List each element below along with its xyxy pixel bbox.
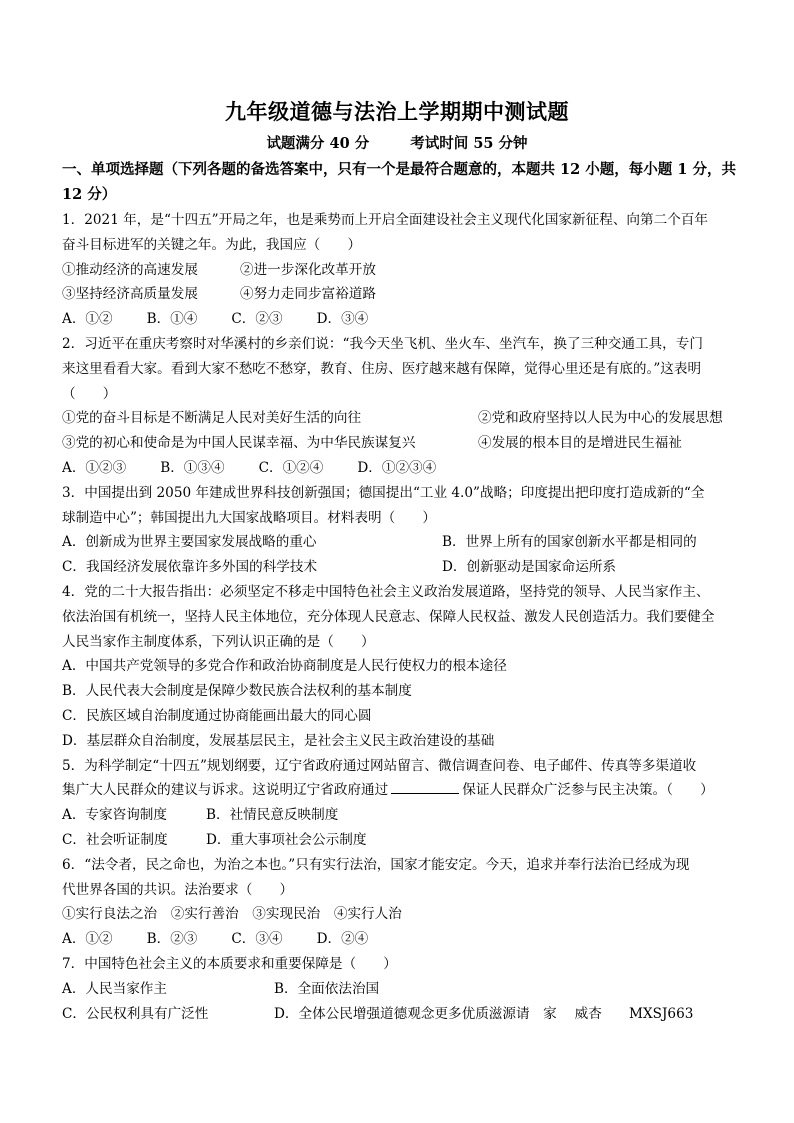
q2-stem-line3: （ ） [62,385,117,402]
q4-choice-c: C．民族区域自治制度通过协商能画出最大的同心圆 [62,707,372,724]
q1-choices [62,307,738,332]
q2-statements-row2 [62,431,738,456]
q7-choice-c: C．公民权利具有广泛性 [62,1005,209,1022]
q1-statements-row2 [62,282,738,307]
q1-statement-2: ②进一步深化改革开放 [240,261,376,278]
q4-stem-line3: 人民当家作主制度体系，下列认识正确的是（ ） [62,633,375,650]
q5-choices-row1 [62,803,738,828]
time-info: 考试时间 55 分钟 [410,135,528,152]
q1-choice-c: C．②③ [231,311,283,328]
q6-choice-c: C．③④ [231,931,283,948]
q3-stem-line2: 球制造中心”；韩国提出九大国家战略项目。材料表明（ ） [62,509,436,526]
q4-choice-d: D．基层群众自治制度，发展基层民主，是社会主义民主政治建设的基础 [62,732,495,749]
q6-stem-line1: 6．“法令者，民之命也，为治之本也。”只有实行法治，国家才能安定。今天，追求并奉行法治已经成为现 [62,856,690,873]
q3-stem-line1: 3．中国提出到 2050 年建成世界科技创新强国；德国提出“工业 4.0”战略；印度提出把印度打造成新的“全 [62,484,705,501]
q5-choice-a: A．专家咨询制度 [62,807,167,824]
exam-subtitle [0,132,794,153]
q6-choices [62,927,738,952]
q1-choice-d: D．③④ [316,311,369,328]
questions [62,208,738,1026]
q3-choice-a: A．创新成为世界主要国家发展战略的重心 [62,534,317,551]
q2-choices [62,456,738,481]
q6-choice-b: B．②③ [146,931,198,948]
q4-stem-line2: 依法治国有机统一，坚持人民主体地位，充分体现人民意志、保障人民权益、激发人民创造活力。我们要健全 [62,608,715,625]
q2-choice-c: C．①②④ [258,459,324,476]
q3-choice-b: B．世界上所有的国家创新水平都是相同的 [442,534,697,551]
q7-choices-row2 [62,1002,738,1027]
q7-choice-a: A．人民当家作主 [62,980,167,997]
q2-statement-1: ①党的奋斗目标是不断满足人民对美好生活的向往 [62,410,362,427]
q4-stem-line1: 4．党的二十大报告指出：必须坚定不移走中国特色社会主义政治发展道路，坚持党的领导、人民当家作主、 [62,583,710,600]
q6-statements: ①实行良法之治 ②实行善治 ③实现民治 ④实行人治 [62,906,402,923]
exam-title: 九年级道德与法治上学期期中测试题 [225,99,569,124]
answer-blank [391,778,459,794]
q5-choice-b: B．社情民意反映制度 [206,807,339,824]
q5-stem-part2: 保证人民群众广泛参与民主决策。（ ） [462,782,714,799]
q1-statements-row1 [62,258,738,283]
score-info: 试题满分 40 分 [266,135,370,152]
q2-statements-row1 [62,406,738,431]
q1-statement-1: ①推动经济的高速发展 [62,261,198,278]
q6-choice-d: D．②④ [316,931,369,948]
q1-statement-4: ④努力走同步富裕道路 [240,286,376,303]
q2-choice-d: D．①②③④ [357,459,437,476]
q2-statement-3: ③党的初心和使命是为中国人民谋幸福、为中华民族谋复兴 [62,435,416,452]
q3-choices-row1 [62,530,738,555]
q6-stem-line2: 代世界各国的共识。法治要求（ ） [62,881,294,898]
q1-statement-3: ③坚持经济高质量发展 [62,286,198,303]
q3-choices-row2 [62,555,738,580]
q2-statement-2: ②党和政府坚持以人民为中心的发展思想 [478,410,723,427]
q2-statement-4: ④发展的根本目的是增进民生福祉 [478,435,682,452]
q5-choice-d: D．重大事项社会公示制度 [206,831,367,848]
q1-stem-line2: 奋斗目标进军的关键之年。为此，我国应（ ） [62,236,362,253]
q3-choice-c: C．我国经济发展依靠许多外国的科学技术 [62,559,318,576]
q7-choice-d: D．全体公民增强道德观念更多优质滋源请 家 威杏 MXSJ663 [274,1005,694,1022]
q5-stem-part1: 集广大人民群众的建议与诉求。这说明辽宁省政府通过 [62,782,389,799]
q6-choice-a: A．①② [62,931,113,948]
q2-choice-b: B．①③④ [160,459,225,476]
q7-choice-b: B．全面依法治国 [274,980,380,997]
q1-choice-b: B．①④ [146,311,198,328]
q1-choice-a: A．①② [62,311,113,328]
q1-stem-line1: 1．2021 年，是“十四五”开局之年，也是乘势而上开启全面建设社会主义现代化国家新征程、向第二个百年 [62,212,708,228]
q4-choice-b: B．人民代表大会制度是保障少数民族合法权利的基本制度 [62,683,412,700]
q5-stem-line1: 5．为科学制定“十四五”规划纲要，辽宁省政府通过网站留言、微信调查问卷、电子邮件、传真等多渠道收 [62,757,697,774]
q5-stem-line2 [62,778,738,803]
q7-choices-row1 [62,977,738,1002]
q5-choices-row2 [62,828,738,853]
q3-choice-d: D．创新驱动是国家命运所系 [442,559,617,576]
section-heading: 一、单项选择题（下列各题的备选答案中，只有一个是最符合题意的，本题共 12 小题，每小题 1 分，共 12 分） [62,161,736,203]
q2-stem-line1: 2．习近平在重庆考察时对华溪村的乡亲们说：“我今天坐飞机、坐火车、坐汽车，换了三种交通工具，专门 [62,335,703,352]
q2-choice-a: A．①②③ [62,459,127,476]
q5-choice-c: C．社会听证制度 [62,831,168,848]
q4-choice-a: A．中国共产党领导的多党合作和政治协商制度是人民行使权力的根本途径 [62,658,507,675]
q7-stem: 7．中国特色社会主义的本质要求和重要保障是（ ） [62,955,397,972]
q2-stem-line2: 来这里看看大家。看到大家不愁吃不愁穿，教育、住房、医疗越来越有保障，觉得心里还是有底的。”这表明 [62,360,702,377]
